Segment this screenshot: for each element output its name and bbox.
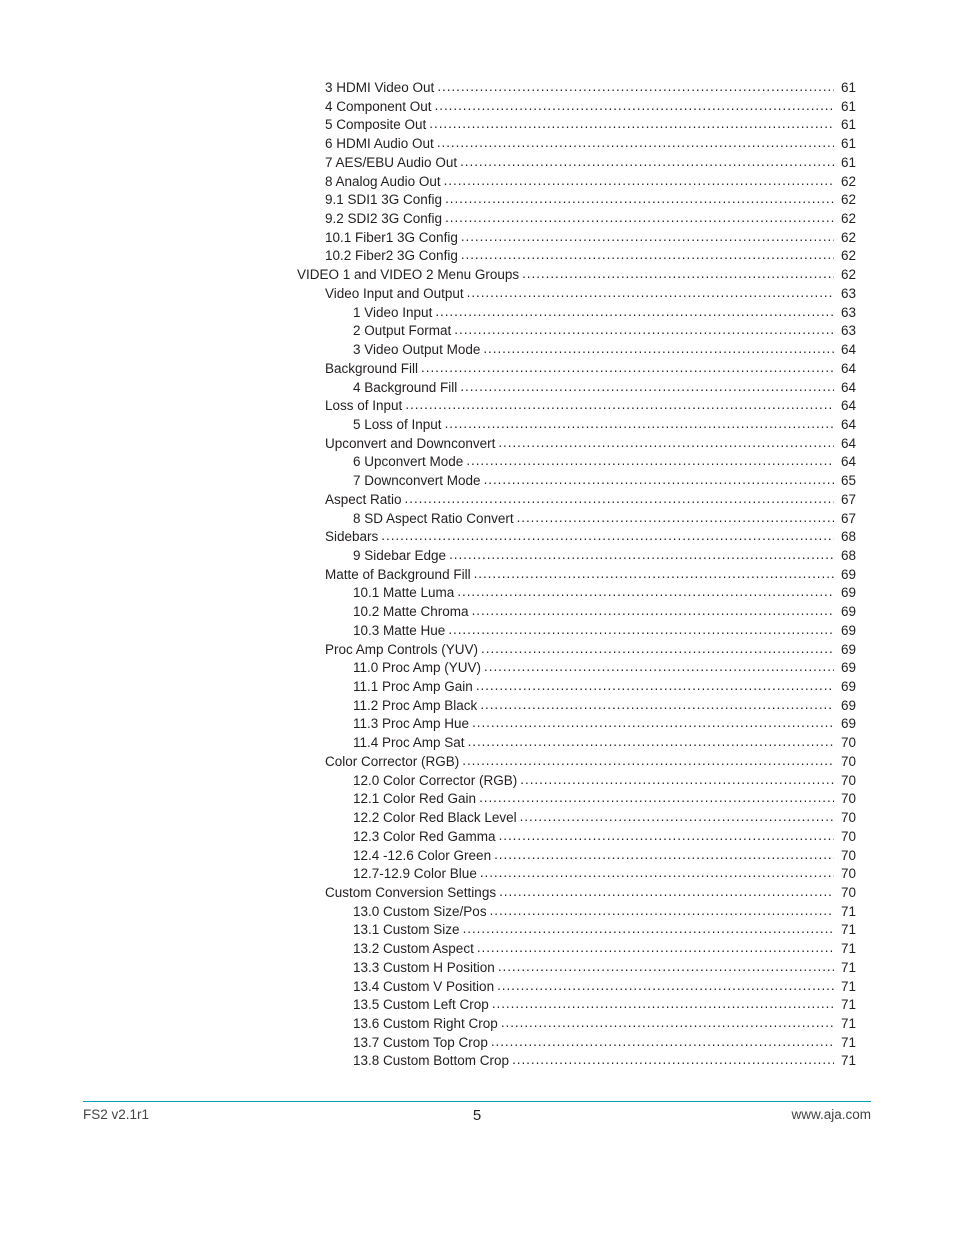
toc-dot-leader [437, 78, 834, 97]
toc-entry[interactable] [353, 416, 856, 435]
toc-entry-page-number: 69 [840, 585, 856, 601]
toc-dot-leader [467, 284, 834, 303]
toc-dot-leader [444, 172, 834, 191]
toc-entry-title: 10.3 Matte Hue [353, 622, 446, 638]
toc-entry-title: 6 Upconvert Mode [353, 454, 464, 470]
toc-entry-title: 9.2 SDI2 3G Config [325, 211, 443, 227]
toc-entry-page-number: 61 [840, 117, 856, 133]
toc-entry[interactable] [325, 98, 856, 117]
toc-entry-title: 3 Video Output Mode [353, 342, 481, 358]
toc-entry[interactable] [353, 959, 856, 978]
toc-entry-page-number: 63 [840, 304, 856, 320]
toc-dot-leader [405, 490, 834, 509]
toc-entry-page-number: 70 [840, 791, 856, 807]
toc-entry-title: 13.2 Custom Aspect [353, 941, 474, 957]
toc-dot-leader [437, 134, 834, 153]
toc-entry[interactable] [325, 247, 856, 266]
toc-entry-page-number: 69 [840, 566, 856, 582]
toc-dot-leader [457, 583, 834, 602]
toc-entry-page-number: 70 [840, 753, 856, 769]
toc-entry-page-number: 69 [840, 679, 856, 695]
toc-entry-title: 11.1 Proc Amp Gain [353, 679, 473, 695]
toc-entry-title: 7 Downconvert Mode [353, 473, 481, 489]
toc-entry-title: 13.8 Custom Bottom Crop [353, 1053, 510, 1069]
toc-entry[interactable] [325, 641, 856, 660]
toc-entry-title: 12.0 Color Corrector (RGB) [353, 772, 518, 788]
toc-dot-leader [520, 771, 834, 790]
toc-entry-title: 9.1 SDI1 3G Config [325, 192, 443, 208]
toc-entry[interactable] [353, 697, 856, 716]
toc-dot-leader [472, 714, 834, 733]
toc-entry-title: Matte of Background Fill [325, 566, 471, 582]
toc-dot-leader [461, 246, 834, 265]
toc-entry-title: 13.5 Custom Left Crop [353, 997, 489, 1013]
toc-entry[interactable] [325, 154, 856, 173]
toc-entry-title: 9 Sidebar Edge [353, 548, 447, 563]
toc-entry[interactable] [353, 921, 856, 940]
toc-entry-title: 13.1 Custom Size [353, 922, 460, 938]
toc-dot-leader [454, 321, 834, 340]
toc-entry-page-number: 62 [840, 173, 856, 189]
toc-entry-page-number: 69 [840, 641, 856, 657]
toc-entry-page-number: 62 [840, 211, 856, 227]
toc-entry-title: Sidebars [325, 529, 379, 545]
toc-entry[interactable] [325, 884, 856, 903]
toc-entry-title: Aspect Ratio [325, 491, 402, 507]
toc-entry-page-number: 62 [840, 267, 856, 283]
toc-entry-title: 13.0 Custom Size/Pos [353, 903, 487, 919]
toc-entry-title: 11.4 Proc Amp Sat [353, 735, 465, 751]
toc-entry-title: 2 Output Format [353, 323, 452, 339]
toc-entry-title: Video Input and Output [325, 285, 464, 301]
toc-dot-leader [421, 359, 834, 378]
toc-entry-title: 11.0 Proc Amp (YUV) [353, 660, 482, 676]
toc-entry-page-number: 61 [840, 136, 856, 152]
toc-entry-page-number: 71 [840, 903, 856, 919]
toc-entry[interactable] [325, 135, 856, 154]
toc-entry-title: 10.2 Fiber2 3G Config [325, 248, 458, 264]
toc-entry-title: 5 Loss of Input [353, 416, 442, 432]
toc-entry-page-number: 62 [840, 229, 856, 245]
toc-entry-title: 11.2 Proc Amp Black [353, 697, 478, 713]
toc-dot-leader [460, 378, 834, 397]
toc-entry[interactable] [353, 1034, 856, 1053]
toc-entry-title: 4 Component Out [325, 98, 432, 114]
toc-entry-title: 12.1 Color Red Gain [353, 791, 477, 807]
toc-entry[interactable] [353, 584, 856, 603]
toc-entry-page-number: 71 [840, 959, 856, 975]
toc-entry-page-number: 67 [840, 491, 856, 507]
toc-entry-page-number: 61 [840, 98, 856, 114]
toc-dot-leader [520, 808, 834, 827]
toc-dot-leader [468, 733, 834, 752]
toc-dot-leader [501, 1014, 834, 1033]
toc-entry[interactable] [325, 116, 856, 135]
toc-entry-page-number: 71 [840, 1053, 856, 1069]
toc-entry[interactable] [353, 865, 856, 884]
toc-dot-leader [492, 995, 834, 1014]
toc-entry-page-number: 71 [840, 978, 856, 994]
toc-entry[interactable] [353, 903, 856, 922]
toc-entry[interactable] [325, 753, 856, 772]
toc-entry-title: 3 HDMI Video Out [325, 80, 435, 95]
toc-entry[interactable] [353, 510, 856, 529]
toc-entry[interactable] [353, 809, 856, 828]
toc-entry-page-number: 63 [840, 323, 856, 339]
toc-dot-leader [498, 958, 834, 977]
toc-entry-title: 13.4 Custom V Position [353, 978, 495, 994]
toc-entry-title: 10.1 Matte Luma [353, 585, 455, 601]
toc-dot-leader [497, 977, 834, 996]
toc-entry-page-number: 64 [840, 379, 856, 395]
toc-entry-title: 12.2 Color Red Black Level [353, 810, 517, 826]
toc-entry[interactable] [353, 678, 856, 697]
toc-entry-title: 5 Composite Out [325, 117, 427, 133]
toc-dot-leader [381, 527, 834, 546]
toc-entry[interactable] [353, 940, 856, 959]
toc-entry-page-number: 64 [840, 342, 856, 358]
toc-entry-title: 8 SD Aspect Ratio Convert [353, 510, 514, 526]
toc-dot-leader [472, 602, 834, 621]
toc-entry-page-number: 65 [840, 473, 856, 489]
toc-dot-leader [463, 920, 834, 939]
toc-entry[interactable] [353, 304, 856, 323]
toc-entry[interactable] [353, 547, 856, 566]
toc-dot-leader [484, 658, 834, 677]
toc-entry[interactable] [325, 491, 856, 510]
toc-entry-page-number: 69 [840, 716, 856, 732]
toc-entry[interactable] [353, 1015, 856, 1034]
toc-entry-page-number: 68 [840, 529, 856, 545]
toc-entry[interactable] [353, 734, 856, 753]
toc-dot-leader [517, 509, 834, 528]
toc-entry-page-number: 71 [840, 941, 856, 957]
toc-dot-leader [494, 846, 834, 865]
toc-entry-title: 10.1 Fiber1 3G Config [325, 229, 458, 245]
toc-entry-page-number: 69 [840, 660, 856, 676]
toc-dot-leader [490, 902, 834, 921]
toc-entry-title: Upconvert and Downconvert [325, 435, 496, 451]
toc-entry-page-number: 70 [840, 772, 856, 788]
toc-entry-page-number: 64 [840, 454, 856, 470]
toc-dot-leader [499, 883, 834, 902]
toc-entry-page-number: 61 [840, 80, 856, 95]
toc-entry[interactable] [353, 1052, 856, 1071]
toc-entry-page-number: 70 [840, 884, 856, 900]
toc-entry-page-number: 70 [840, 828, 856, 844]
toc-entry-title: Custom Conversion Settings [325, 884, 497, 900]
toc-entry[interactable] [325, 79, 856, 98]
toc-dot-leader [405, 396, 834, 415]
toc-entry[interactable] [325, 210, 856, 229]
toc-entry[interactable] [325, 435, 856, 454]
toc-entry-title: 13.3 Custom H Position [353, 959, 495, 975]
toc-entry-title: Color Corrector (RGB) [325, 753, 460, 769]
toc-dot-leader [474, 565, 834, 584]
toc-dot-leader [445, 190, 834, 209]
toc-dot-leader [512, 1051, 834, 1070]
toc-entry[interactable] [353, 659, 856, 678]
toc-entry-page-number: 64 [840, 435, 856, 451]
toc-entry-page-number: 69 [840, 622, 856, 638]
toc-entry-title: VIDEO 1 and VIDEO 2 Menu Groups [297, 267, 520, 283]
toc-entry[interactable] [353, 603, 856, 622]
toc-dot-leader [445, 209, 834, 228]
toc-dot-leader [462, 752, 834, 771]
toc-entry[interactable] [325, 360, 856, 379]
toc-entry[interactable] [353, 715, 856, 734]
toc-dot-leader [460, 153, 834, 172]
footer-document-version: FS2 v2.1r1 [83, 1107, 150, 1122]
toc-entry-title: 12.4 -12.6 Color Green [353, 847, 492, 863]
footer-rule [83, 1101, 871, 1102]
toc-entry-page-number: 71 [840, 922, 856, 938]
toc-dot-leader [476, 677, 834, 696]
toc-entry[interactable] [325, 173, 856, 192]
toc-entry[interactable] [353, 847, 856, 866]
toc-entry-title: 10.2 Matte Chroma [353, 604, 469, 620]
toc-entry[interactable] [353, 472, 856, 491]
toc-entry[interactable] [325, 566, 856, 585]
toc-entry-page-number: 70 [840, 810, 856, 826]
toc-entry-title: Background Fill [325, 360, 419, 376]
toc-dot-leader [448, 621, 834, 640]
toc-dot-leader [479, 789, 834, 808]
toc-entry-page-number: 70 [840, 866, 856, 882]
toc-entry-title: 13.6 Custom Right Crop [353, 1016, 498, 1031]
footer-page-number: 5 [472, 1107, 482, 1124]
toc-dot-leader [445, 415, 834, 434]
toc-entry-title: 13.7 Custom Top Crop [353, 1034, 488, 1050]
toc-entry[interactable] [353, 622, 856, 641]
toc-entry-page-number: 62 [840, 248, 856, 264]
toc-entry[interactable] [353, 772, 856, 791]
toc-entry-page-number: 71 [840, 997, 856, 1013]
toc-dot-leader [435, 97, 834, 116]
toc-entry[interactable] [325, 397, 856, 416]
toc-entry-title: 4 Background Fill [353, 379, 458, 395]
toc-dot-leader [449, 546, 834, 565]
toc-entry-title: Loss of Input [325, 398, 403, 414]
toc-entry-page-number: 64 [840, 360, 856, 376]
toc-entry[interactable] [353, 453, 856, 472]
toc-dot-leader [477, 939, 834, 958]
toc-entry[interactable] [297, 266, 856, 285]
footer-website: www.aja.com [791, 1107, 871, 1122]
toc-entry-page-number: 62 [840, 192, 856, 208]
toc-entry-page-number: 64 [840, 416, 856, 432]
toc-dot-leader [522, 265, 834, 284]
toc-dot-leader [484, 471, 834, 490]
toc-dot-leader [466, 452, 834, 471]
toc-entry[interactable] [353, 790, 856, 809]
toc-entry-page-number: 70 [840, 847, 856, 863]
toc-dot-leader [480, 696, 834, 715]
toc-entry[interactable] [353, 341, 856, 360]
toc-entry[interactable] [353, 996, 856, 1015]
toc-dot-leader [435, 303, 834, 322]
toc-dot-leader [498, 434, 834, 453]
toc-dot-leader [491, 1033, 834, 1052]
toc-entry-page-number: 71 [840, 1034, 856, 1050]
toc-entry-page-number: 71 [840, 1016, 856, 1031]
toc-entry-title: 8 Analog Audio Out [325, 173, 441, 189]
toc-entry-page-number: 70 [840, 735, 856, 751]
toc-entry-title: 12.7-12.9 Color Blue [353, 866, 477, 882]
toc-entry-title: 12.3 Color Red Gamma [353, 828, 496, 844]
toc-entry-page-number: 64 [840, 398, 856, 414]
toc-entry[interactable] [353, 978, 856, 997]
toc-entry[interactable] [353, 828, 856, 847]
toc-entry-page-number: 63 [840, 285, 856, 301]
toc-entry[interactable] [325, 191, 856, 210]
toc-entry[interactable] [325, 229, 856, 248]
toc-entry-page-number: 69 [840, 604, 856, 620]
toc-entry[interactable] [325, 285, 856, 304]
toc-dot-leader [480, 864, 834, 883]
toc-entry[interactable] [353, 379, 856, 398]
toc-entry-title: Proc Amp Controls (YUV) [325, 641, 479, 657]
toc-entry-title: 11.3 Proc Amp Hue [353, 716, 470, 732]
toc-entry-title: 6 HDMI Audio Out [325, 136, 434, 152]
toc-entry[interactable] [353, 322, 856, 341]
toc-dot-leader [481, 640, 834, 659]
toc-dot-leader [499, 827, 834, 846]
toc-dot-leader [461, 228, 834, 247]
toc-entry-page-number: 69 [840, 697, 856, 713]
toc-entry-page-number: 61 [840, 154, 856, 170]
toc-entry-page-number: 67 [840, 510, 856, 526]
toc-entry-title: 1 Video Input [353, 304, 433, 320]
toc-entry-page-number: 68 [840, 548, 856, 563]
toc-dot-leader [429, 115, 834, 134]
toc-entry-title: 7 AES/EBU Audio Out [325, 154, 458, 170]
toc-dot-leader [483, 340, 834, 359]
toc-entry[interactable] [325, 528, 856, 547]
